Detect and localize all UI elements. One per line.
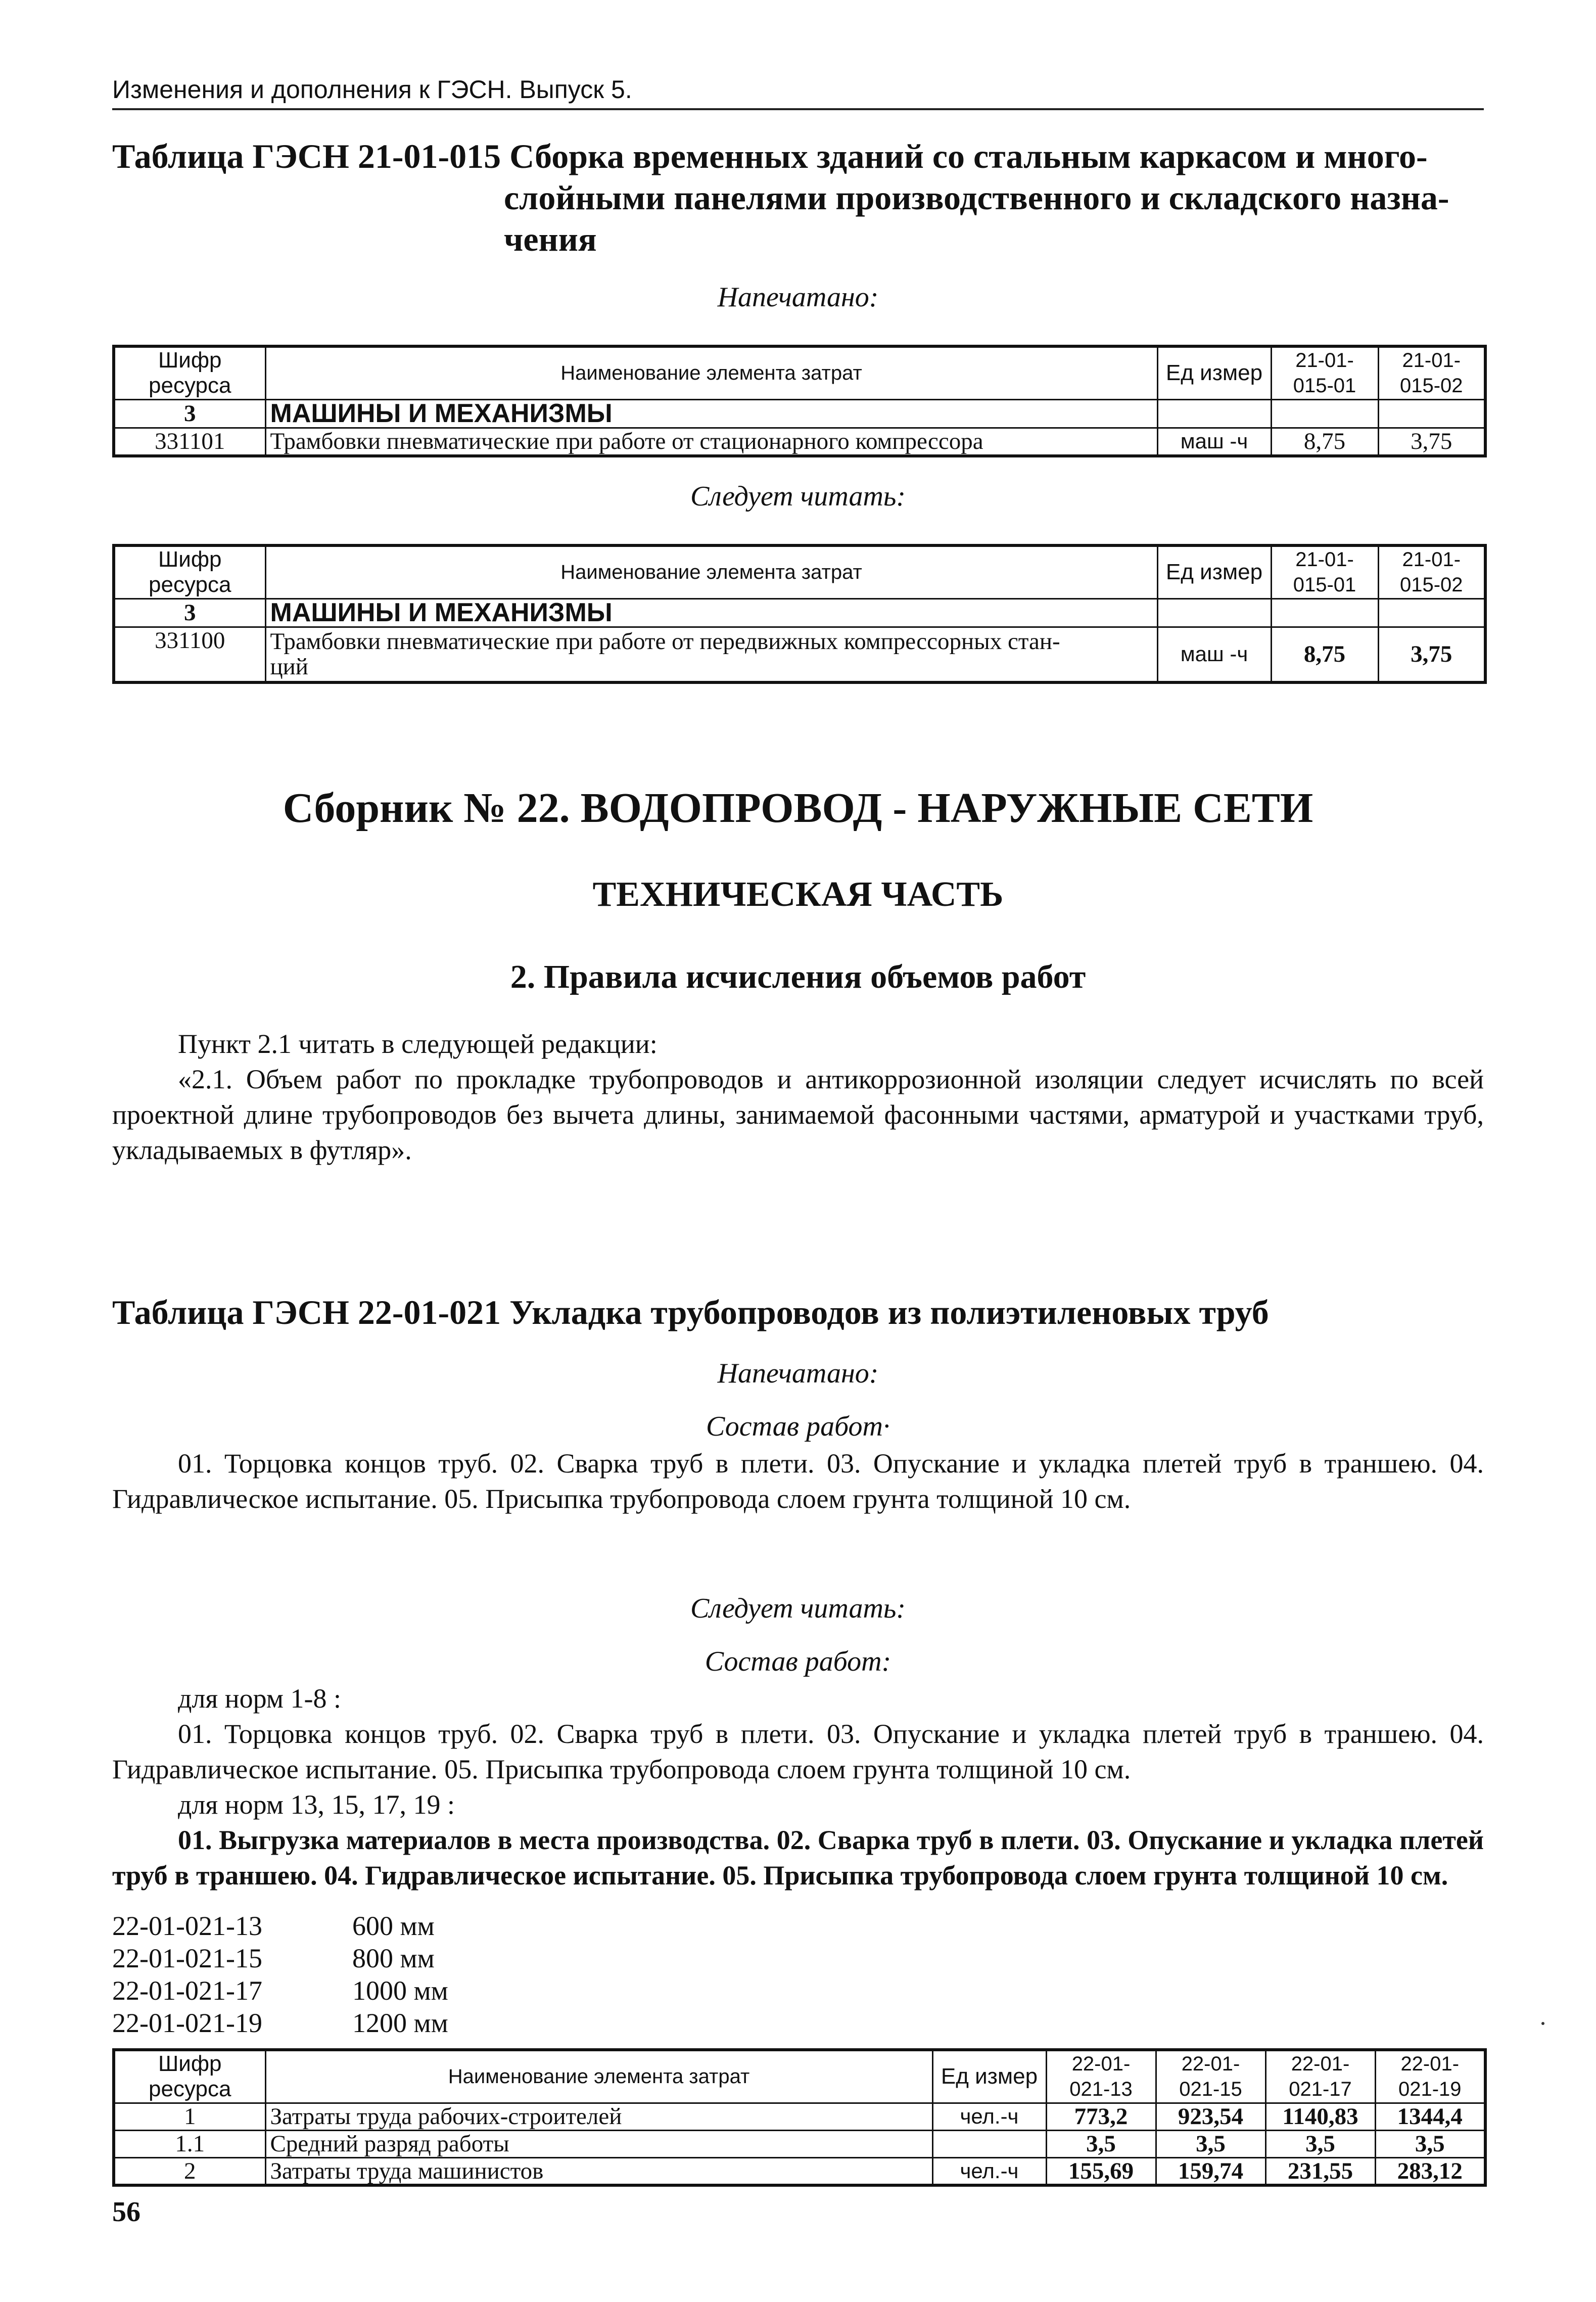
row-unit: маш -ч xyxy=(1157,627,1271,682)
header-col1: 21-01- 015-01 xyxy=(1271,346,1378,399)
table-row xyxy=(114,428,1485,456)
table2-works-printed xyxy=(112,1446,1484,1516)
row-unit: маш -ч xyxy=(1157,428,1271,456)
rules-text xyxy=(112,1026,1484,1168)
table2-works-label-correct: Состав работ: xyxy=(705,1646,891,1677)
table1-correct xyxy=(112,544,1487,684)
row-value-2: 3,75 xyxy=(1378,428,1485,456)
table-row: 1.1 Средний разряд работы 3,5 3,5 3,5 3,5 xyxy=(114,2130,1485,2157)
header-name: Наименование элемента затрат xyxy=(265,2050,932,2103)
table2-heading: Таблица ГЭСН 22-01-021 Укладка трубопроводов из полиэтиленовых труб xyxy=(112,1293,1269,1331)
header-unit: Ед измер xyxy=(1157,545,1271,598)
table1-printed-header-row xyxy=(114,346,1485,399)
pipe-size-list xyxy=(112,1910,448,2039)
document-page xyxy=(112,0,1484,2302)
section-name: МАШИНЫ И МЕХАНИЗМЫ xyxy=(265,598,1157,627)
table-row: 1 Затраты труда рабочих-строителей чел.-ч 773,2 923,54 1140,83 1344,4 xyxy=(114,2103,1485,2130)
header-col-15: 22-01- 021-15 xyxy=(1156,2050,1265,2103)
works-printed-text: 01. Торцовка концов труб. 02. Сварка труб в плети. 03. Опускание и укладка плетей труб в траншею. 04. Гидравлическое испытание. 05. Присыпка трубопровода слоем грунта толщиной 10 см. xyxy=(112,1448,1484,1514)
table1-heading xyxy=(112,135,1484,260)
table1-heading-line2: слойными панелями производственного и складского назна- xyxy=(504,178,1449,217)
header-col-13: 22-01- 021-13 xyxy=(1046,2050,1156,2103)
table1-printed-label: Напечатано: xyxy=(717,282,879,313)
section-code: 3 xyxy=(114,598,265,627)
header-unit: Ед измер xyxy=(932,2050,1046,2103)
table1-heading-line3: чения xyxy=(504,220,597,258)
norms-b-label: для норм 13, 15, 17, 19 : xyxy=(178,1789,455,1820)
table2-printed-label: Напечатано: xyxy=(717,1358,879,1389)
list-item: 22-01-021-17 1000 мм xyxy=(112,1975,448,2006)
header-col1: 21-01- 015-01 xyxy=(1271,545,1378,598)
list-item: 22-01-021-13 600 мм xyxy=(112,1911,435,1941)
header-col2: 21-01- 015-02 xyxy=(1378,545,1485,598)
rules-title: 2. Правила исчисления объемов работ xyxy=(510,958,1086,995)
row-name: Трамбовки пневматические при работе от передвижных компрессорных стан- ций xyxy=(265,627,1157,682)
table-row: 2 Затраты труда машинистов чел.-ч 155,69 159,74 231,55 283,12 xyxy=(114,2157,1485,2185)
list-item: 22-01-021-15 800 мм xyxy=(112,1943,435,1973)
table2-correct-label: Следует читать: xyxy=(690,1593,906,1624)
table-row xyxy=(114,627,1485,682)
rules-paragraph-2: «2.1. Объем работ по прокладке трубопроводов и антикоррозионной изоляции следует исчислять по всей проектной длине трубопроводов без вычета длины, занимаемой фасонными частями, арматурой и участками труб, укладываемых в футляр». xyxy=(112,1064,1484,1165)
page-number: 56 xyxy=(112,2196,140,2228)
header-code: Шифр ресурса xyxy=(114,545,265,598)
norms-a-label: для норм 1-8 : xyxy=(178,1683,341,1714)
header-code: Шифр ресурса xyxy=(114,2050,265,2103)
row-value-1: 8,75 xyxy=(1271,428,1378,456)
table-row xyxy=(114,399,1485,428)
header-col2: 21-01- 015-02 xyxy=(1378,346,1485,399)
collection-title: Сборник № 22. ВОДОПРОВОД - НАРУЖНЫЕ СЕТИ xyxy=(283,785,1313,832)
norms-a-text: 01. Торцовка концов труб. 02. Сварка труб в плети. 03. Опускание и укладка плетей труб в траншею. 04. Гидравлическое испытание. 05. Присыпка трубопровода слоем грунта толщиной 10 см. xyxy=(112,1719,1484,1784)
rules-paragraph-1: Пункт 2.1 читать в следующей редакции: xyxy=(178,1029,658,1059)
header-unit: Ед измер xyxy=(1157,346,1271,399)
header-name: Наименование элемента затрат xyxy=(265,346,1157,399)
header-col-19: 22-01- 021-19 xyxy=(1375,2050,1485,2103)
row-name: Трамбовки пневматические при работе от стационарного компрессора xyxy=(265,428,1157,456)
header-col-17: 22-01- 021-17 xyxy=(1265,2050,1375,2103)
table2-works-label-printed: Состав работ· xyxy=(706,1411,890,1442)
running-head: Изменения и дополнения к ГЭСН. Выпуск 5. xyxy=(112,75,1484,110)
section-name: МАШИНЫ И МЕХАНИЗМЫ xyxy=(265,399,1157,428)
table1-printed xyxy=(112,345,1487,457)
row-code: 331101 xyxy=(114,428,265,456)
list-item: 22-01-021-19 1200 мм xyxy=(112,2008,448,2038)
row-value-2: 3,75 xyxy=(1378,627,1485,682)
table2-header-row xyxy=(114,2050,1485,2103)
table2-costs xyxy=(112,2048,1487,2187)
section-code: 3 xyxy=(114,399,265,428)
table-row xyxy=(114,598,1485,627)
tech-part-title: ТЕХНИЧЕСКАЯ ЧАСТЬ xyxy=(592,875,1004,914)
table1-heading-line1: Таблица ГЭСН 21-01-015 Сборка временных зданий со стальным каркасом и много- xyxy=(112,137,1428,175)
table1-correct-label: Следует читать: xyxy=(690,481,906,512)
scan-speck xyxy=(1541,2022,1544,2025)
header-code: Шифр ресурса xyxy=(114,346,265,399)
row-code: 331100 xyxy=(114,627,265,682)
norms-b-text: 01. Выгрузка материалов в места производства. 02. Сварка труб в плети. 03. Опускание и укладка плетей труб в траншею. 04. Гидравлическое испытание. 05. Присыпка трубопровода слоем грунта толщиной 10 см. xyxy=(112,1825,1484,1891)
table2-works-correct xyxy=(112,1681,1484,1893)
row-value-1: 8,75 xyxy=(1271,627,1378,682)
header-name: Наименование элемента затрат xyxy=(265,545,1157,598)
table1-correct-header-row xyxy=(114,545,1485,598)
